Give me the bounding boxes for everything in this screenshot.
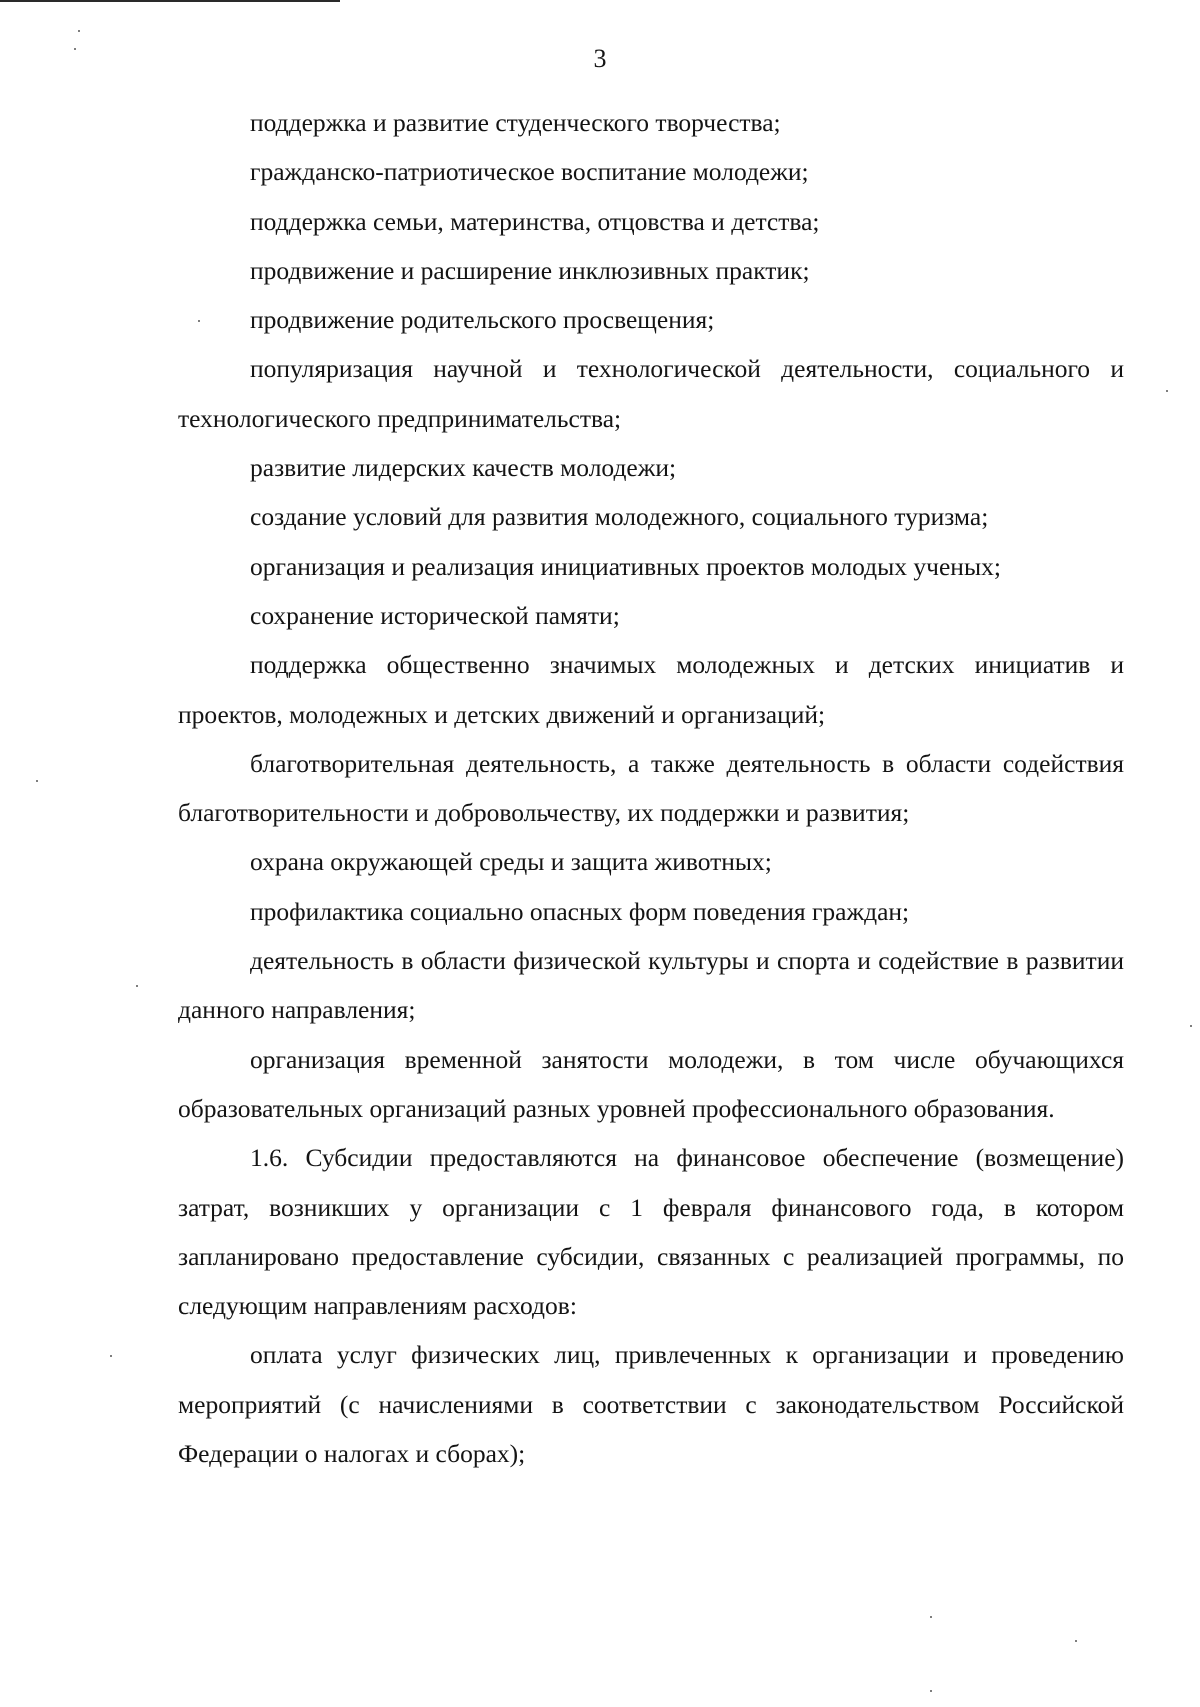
paragraph: деятельность в области физической культуры и спорта и содействие в развитии данного направления; [178,946,1124,1025]
scan-speck [136,985,138,987]
paragraph: сохранение исторической памяти; [250,600,620,630]
paragraph: развитие лидерских качеств молодежи; [250,453,677,483]
scan-speck [1166,390,1168,392]
paragraph: оплата услуг физических лиц, привлеченных к организации и проведению мероприятий (с начислениями в соответствии с законодательством Российской Федерации о налогах и сборах); [178,1340,1124,1469]
paragraph: продвижение и расширение инклюзивных практик; [250,255,810,285]
paragraph: организация временной занятости молодежи, в том числе обучающихся образовательных организаций разных уровней профессионального образования. [178,1044,1124,1123]
paragraph: создание условий для развития молодежного, социального туризма; [250,502,989,532]
scan-speck [1075,1640,1077,1642]
paragraph: продвижение родительского просвещения; [250,305,715,335]
paragraph: профилактика социально опасных форм поведения граждан; [250,896,910,926]
paragraph: поддержка общественно значимых молодежных и детских инициатив и проектов, молодежных и детских движений и организаций; [178,650,1124,729]
scan-speck [930,1616,932,1618]
paragraph: благотворительная деятельность, а также деятельность в области содействия благотворительности и добровольчеству, их поддержки и развития; [178,748,1124,828]
paragraph: 1.6. Субсидии предоставляются на финансовое обеспечение (возмещение) затрат, возникших у организации с 1 февраля финансового года, в котором запланировано предоставление субсидии, связанных с реализацией программы, по следующим направлениям расходов: [178,1143,1124,1321]
scan-speck [930,1690,932,1692]
top-rule [0,0,340,2]
document-body [178,98,1124,1478]
paragraph: охрана окружающей среды и защита животных; [250,847,772,877]
scan-speck [110,1355,112,1357]
scan-speck [36,780,38,782]
paragraph: организация и реализация инициативных проектов молодых ученых; [250,551,1001,581]
paragraph: поддержка и развитие студенческого творчества; [250,108,781,137]
page-number: 3 [593,44,607,73]
paragraph: гражданско-патриотическое воспитание молодежи; [250,157,809,187]
scan-speck [1190,1025,1192,1027]
paragraph: популяризация научной и технологической деятельности, социального и технологического предпринимательства; [178,354,1124,433]
scan-speck [198,320,200,322]
scan-speck [74,48,76,50]
paragraph: поддержка семьи, материнства, отцовства и детства; [250,206,820,236]
scan-speck [78,30,80,32]
